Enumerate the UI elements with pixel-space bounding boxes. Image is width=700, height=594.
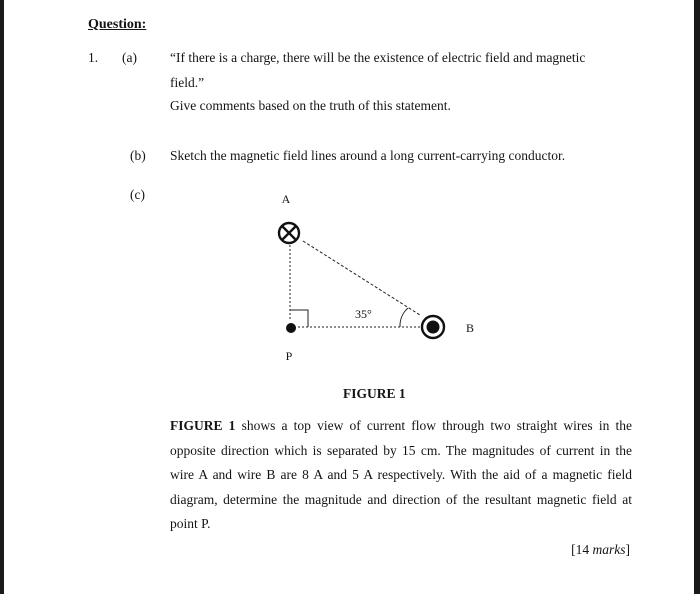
label-p: P xyxy=(285,349,293,363)
label-a: A xyxy=(281,192,291,206)
description-paragraph xyxy=(170,414,632,537)
marks-value: 14 xyxy=(575,542,593,557)
wire-b-dot-icon xyxy=(422,316,444,338)
part-c-label: (c) xyxy=(130,187,145,202)
part-a-label: (a) xyxy=(122,50,137,65)
angle-arc xyxy=(400,308,408,327)
part-a-quote-line2: field.” xyxy=(170,75,205,90)
part-a-instruction: Give comments based on the truth of this statement. xyxy=(170,98,451,113)
wire-a-cross-icon xyxy=(279,223,299,243)
description-lead: FIGURE 1 xyxy=(170,418,236,433)
part-a-quote-line1: “If there is a charge, there will be the existence of electric field and magnetic xyxy=(170,50,586,65)
marks-word: marks xyxy=(592,542,626,557)
part-b-label: (b) xyxy=(130,148,146,163)
description-text: shows a top view of current flow through two straight wires in the opposite direction which is separated by 15 cm. The magnitudes of current in the wire A and wire B are 8 A and 5 A respectively. With the aid of a magnetic field diagram, determine the magnitude and direction of the resultant magnetic field at point P. xyxy=(170,418,632,531)
left-border xyxy=(0,0,4,594)
marks-close-bracket: ] xyxy=(625,542,630,557)
line-a-to-b xyxy=(303,241,420,315)
part-b-text: Sketch the magnetic field lines around a long current-carrying conductor. xyxy=(170,148,566,163)
point-p-dot xyxy=(286,323,296,333)
angle-label: 35° xyxy=(355,307,372,321)
figure-caption: FIGURE 1 xyxy=(343,386,406,401)
question-heading: Question: xyxy=(88,17,147,32)
question-number: 1. xyxy=(88,50,99,65)
figure-1-diagram xyxy=(240,185,500,375)
label-b: B xyxy=(465,321,475,335)
marks-label xyxy=(571,541,630,559)
right-border xyxy=(694,0,700,594)
marks-open-bracket: [ xyxy=(571,542,576,557)
